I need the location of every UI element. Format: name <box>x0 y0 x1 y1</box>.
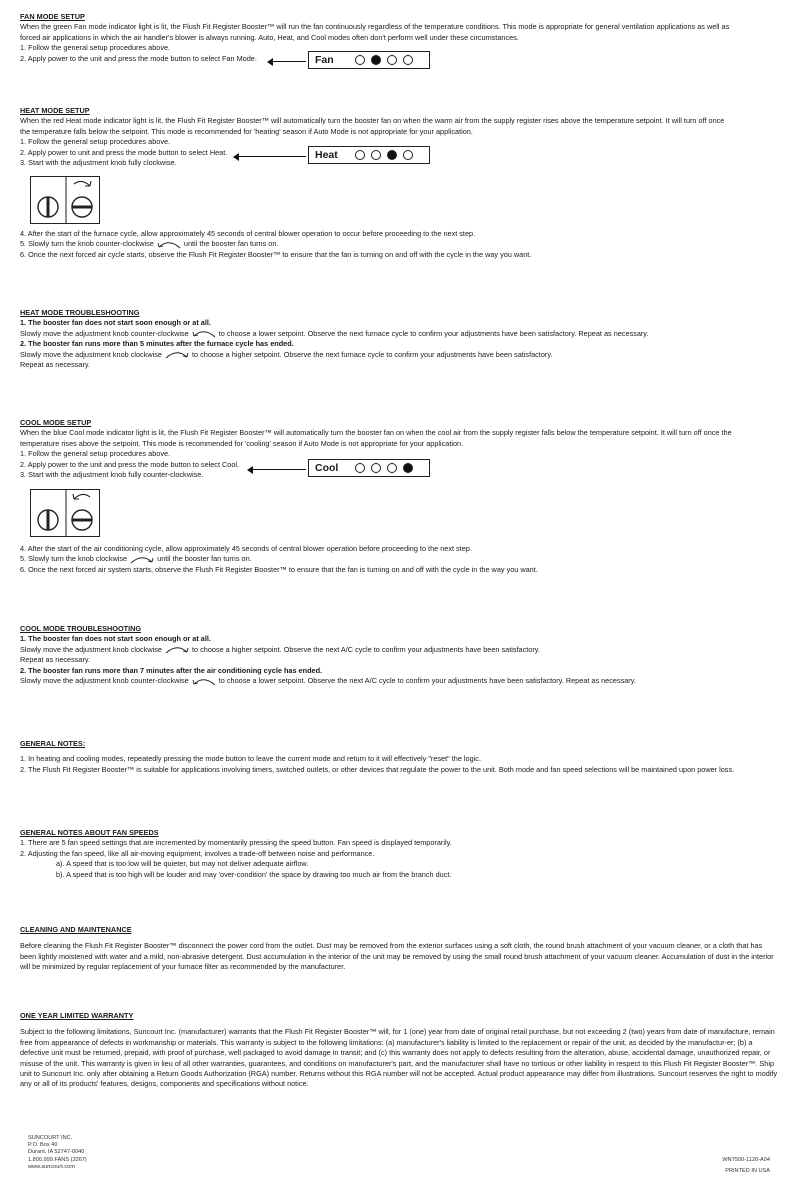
heat-step-5-text-a: 5. Slowly turn the knob counter-clockwise <box>20 239 154 249</box>
cool-mode-indicator <box>308 459 430 477</box>
heat-step-6: 6. Once the next forced air cycle starts, observe the Flush Fit Register Booster™ to ensure that the fan is turning on and off with the cycle in the way you want. <box>20 249 532 259</box>
clockwise-arrow-icon <box>129 555 155 564</box>
heat-step-3: 3. Start with the adjustment knob fully clockwise. <box>20 158 177 168</box>
indicator-light <box>387 150 397 160</box>
heat-ts-answer-1-a: Slowly move the adjustment knob counter-clockwise <box>20 328 189 338</box>
cool-step-6: 6. Once the next forced air system starts, observe the Flush Fit Register Booster™ to ensure that the fan is turning on and off with the cycle in the way you want. <box>20 564 538 574</box>
cool-ts-answer-1-b: to choose a higher setpoint. Observe the next A/C cycle to confirm your adjustments have been satisfactory. <box>192 644 540 654</box>
printed-in: PRINTED IN USA <box>725 1168 770 1175</box>
cool-step-3: 3. Start with the adjustment knob fully counter-clockwise. <box>20 470 204 480</box>
heat-step-1: 1. Follow the general setup procedures above. <box>20 137 171 147</box>
indicator-light <box>355 463 365 473</box>
heat-mode-heading: HEAT MODE SETUP <box>20 106 90 115</box>
heat-step-5 <box>20 239 778 249</box>
cool-ts-answer-2-a: Slowly move the adjustment knob counter-clockwise <box>20 676 189 686</box>
cool-ts-question-1: 1. The booster fan does not start soon enough or at all. <box>20 634 211 644</box>
cool-intro-line-2: temperature rises above the setpoint. This mode is recommended for 'cooling' season if Auto Mode is not appropriate for your application. <box>20 438 464 448</box>
cool-arrow <box>252 469 306 470</box>
company-address <box>28 1135 87 1171</box>
warranty-heading: ONE YEAR LIMITED WARRANTY <box>20 1011 134 1020</box>
indicator-light <box>371 463 381 473</box>
heat-ts-question-1: 1. The booster fan does not start soon enough or at all. <box>20 318 211 328</box>
general-note-1: 1. In heating and cooling modes, repeatedly pressing the mode button to leave the current mode and return to it will effectively "reset" the logic. <box>20 754 481 764</box>
cool-step-5-text-b: until the booster fan turns on. <box>157 554 252 564</box>
cool-mode-heading: COOL MODE SETUP <box>20 418 92 427</box>
indicator-light <box>387 463 397 473</box>
document-code: WNT500-1120-A04 <box>722 1157 770 1163</box>
indicator-light <box>403 150 413 160</box>
general-notes-section <box>20 739 778 775</box>
heat-ts-answer-2-a: Slowly move the adjustment knob clockwise <box>20 349 162 359</box>
indicator-light <box>355 55 365 65</box>
indicator-light <box>371 55 381 65</box>
cool-step-1: 1. Follow the general setup procedures above. <box>20 449 171 459</box>
warranty-body: Subject to the following limitations, Suncourt Inc. (manufacturer) warrants that the Flush Fit Register Booster™ will, for 1 (one) year from date of original retail purchase, but not exceeding 2 (two) years from date of manufacture, remain free from appearance of defects in workmanship or materials. This warranty is subject to the following limitations: (a) manufacturer's liability is limited to the replacement or repair of the unit, as decided by the manufactur-er; (b) a defective unit must be returned, prepaid, with proof of purchase, well packaged to avoid damage in transit; and (c) this warranty does not apply to defects resulting from the alteration, abuse, accidental damage, unauthorized repair, or misuse of the unit. This warranty is given in lieu of all other warranties, guarantees, and conditions on manufacturer's part, and the manufacturer shall have no tortious or other liability in respect to this Flush Fit Register Booster™. Ship unit to Suncourt Inc. only after obtaining a Return Goods Authorization (RGA) number. Returns without this RGA number will not be accepted. Actual product appearance may differ from illustrations. Suncourt reserves the right to modify any or all of its products' features, designs, components and specifications without notice. <box>20 1027 778 1089</box>
heat-mode-steps <box>20 229 778 260</box>
indicator-light <box>403 55 413 65</box>
heat-ts-answer-2 <box>20 350 778 360</box>
company-phone: 1.800.999.FANS (3267) <box>28 1156 87 1163</box>
warranty-section <box>20 1011 778 1090</box>
fan-indicator-label: Fan <box>315 53 334 66</box>
company-name: SUNCOURT INC. <box>28 1135 73 1141</box>
cool-step-5 <box>20 554 778 564</box>
indicator-light <box>371 150 381 160</box>
heat-step-4: 4. After the start of the furnace cycle, allow approximately 45 seconds of central blower operation to occur before proceeding to the next step. <box>20 229 476 238</box>
heat-step-2: 2. Apply power to unit and press the mode button to select Heat. <box>20 147 228 157</box>
fan-speeds-section <box>20 828 778 880</box>
counter-clockwise-arrow-icon <box>191 677 217 686</box>
company-website: www.suncourt.com <box>28 1163 75 1170</box>
heat-ts-answer-1-b: to choose a lower setpoint. Observe the next furnace cycle to confirm your adjustments have been satisfactory. Repeat as necessary. <box>218 328 649 338</box>
heat-arrow <box>238 156 306 157</box>
fan-mode-indicator <box>308 51 430 69</box>
heat-ts-answer-1 <box>20 329 778 339</box>
cool-ts-answer-1-repeat: Repeat as necessary. <box>20 655 91 665</box>
heat-intro-line-1: When the red Heat mode indicator light is lit, the Flush Fit Register Booster™ will automatically turn the booster fan on when the warm air from the supply register rises above the temperature setpoint. It will turn off once <box>20 116 725 126</box>
cool-indicator-label: Cool <box>315 461 339 474</box>
clockwise-arrow-icon <box>164 645 190 654</box>
counter-clockwise-arrow-icon <box>191 329 217 338</box>
fan-speed-note-b: b). A speed that is too high will be louder and may 'over-condition' the space by drawing too much air from the branch duct. <box>56 869 452 879</box>
cool-step-5-text-a: 5. Slowly turn the knob clockwise <box>20 554 128 564</box>
cool-troubleshooting-section <box>20 624 778 686</box>
cool-ts-answer-1-a: Slowly move the adjustment knob clockwise <box>20 644 162 654</box>
cool-ts-answer-1 <box>20 645 778 655</box>
cleaning-body: Before cleaning the Flush Fit Register Booster™ disconnect the power cord from the outlet. Dust may be removed from the exterior surfaces using a soft cloth, the round brush attachment of your vacuum cleaner, or a cloth that has been lightly moistened with water and a mild, non-abrasive detergent. Dust accumulation in the interior of the unit may be removed by using the small round brush attachment of your vacuum cleaner. Accumulation of dust in the interior will be minimized by regular replacement of your furnace filter as recommended by the manufacturer. <box>20 941 774 972</box>
clockwise-arrow-icon <box>164 350 190 359</box>
heat-intro-line-2: the temperature falls below the setpoint. This mode is recommended for 'heating' season if Auto Mode is not appropriate for your application. <box>20 126 473 136</box>
heat-troubleshooting-heading: HEAT MODE TROUBLESHOOTING <box>20 308 140 317</box>
cool-intro-line-1: When the blue Cool mode indicator light is lit, the Flush Fit Register Booster™ will automatically turn the booster fan on when the cool air from the supply register falls below the temperature setpoint. It will turn off once the <box>20 428 732 438</box>
general-note-2: 2. The Flush Fit Register Booster™ is suitable for applications involving timers, switched outlets, or other devices that regulate the power to the unit. Both mode and fan speed selections will be maintained upon power loss. <box>20 764 735 774</box>
fan-intro-line-1: When the green Fan mode indicator light is lit, the Flush Fit Register Booster™ will run the fan continuously regardless of the temperature conditions. This mode is appropriate for general ventilation applications as well as <box>20 22 730 32</box>
heat-troubleshooting-section <box>20 308 778 370</box>
cool-ts-question-2: 2. The booster fan runs more than 7 minutes after the air conditioning cycle has ended. <box>20 665 323 675</box>
fan-speeds-heading: GENERAL NOTES ABOUT FAN SPEEDS <box>20 828 159 837</box>
general-notes-heading: GENERAL NOTES: <box>20 739 86 748</box>
cleaning-heading: CLEANING AND MAINTENANCE <box>20 925 132 934</box>
heat-ts-answer-2-repeat: Repeat as necessary. <box>20 360 91 370</box>
company-city: Durant, IA 52747-0040 <box>28 1149 85 1156</box>
cool-troubleshooting-heading: COOL MODE TROUBLESHOOTING <box>20 624 142 633</box>
heat-mode-indicator <box>308 146 430 164</box>
heat-step-5-text-b: until the booster fan turns on. <box>183 239 279 249</box>
cool-ts-answer-2 <box>20 676 778 686</box>
indicator-light <box>355 150 365 160</box>
cool-step-2: 2. Apply power to the unit and press the mode button to select Cool. <box>20 459 240 469</box>
document-code-block <box>722 1157 770 1175</box>
fan-mode-heading: FAN MODE SETUP <box>20 12 85 21</box>
indicator-light <box>387 55 397 65</box>
cool-mode-steps <box>20 544 778 575</box>
company-pobox: P.O. Box 40 <box>28 1142 58 1149</box>
heat-ts-answer-2-b: to choose a higher setpoint. Observe the next furnace cycle to confirm your adjustments have been satisfactory. <box>192 349 553 359</box>
heat-indicator-label: Heat <box>315 148 338 161</box>
cool-step-4: 4. After the start of the air conditioning cycle, allow approximately 45 seconds of central blower operation before proceeding to the next step. <box>20 544 472 553</box>
indicator-light <box>403 463 413 473</box>
fan-speed-note-2: 2. Adjusting the fan speed, like all air-moving equipment, involves a trade-off between noise and performance. <box>20 848 375 858</box>
fan-speed-note-1: 1. There are 5 fan speed settings that are incremented by momentarily pressing the speed button. Fan speed is displayed temporarily. <box>20 838 452 848</box>
counter-clockwise-arrow-icon <box>156 240 182 249</box>
fan-step-1: 1. Follow the general setup procedures above. <box>20 43 171 53</box>
fan-intro-line-2: forced air applications in which the air handler's blower is always running. Auto, Heat, and Cool modes often don't perform well under these circumstances. <box>20 32 519 42</box>
fan-arrow <box>272 61 306 62</box>
fan-speed-note-a: a). A speed that is too low will be quieter, but may not deliver adequate airflow. <box>56 859 309 869</box>
heat-ts-question-2: 2. The booster fan runs more than 5 minutes after the furnace cycle has ended. <box>20 339 294 349</box>
fan-step-2: 2. Apply power to the unit and press the mode button to select Fan Mode. <box>20 53 257 63</box>
heat-knob-diagram <box>30 176 100 224</box>
cool-ts-answer-2-b: to choose a lower setpoint. Observe the next A/C cycle to confirm your adjustments have been satisfactory. Repeat as necessary. <box>218 676 636 686</box>
cool-knob-diagram <box>30 489 100 537</box>
cleaning-section <box>20 925 778 973</box>
